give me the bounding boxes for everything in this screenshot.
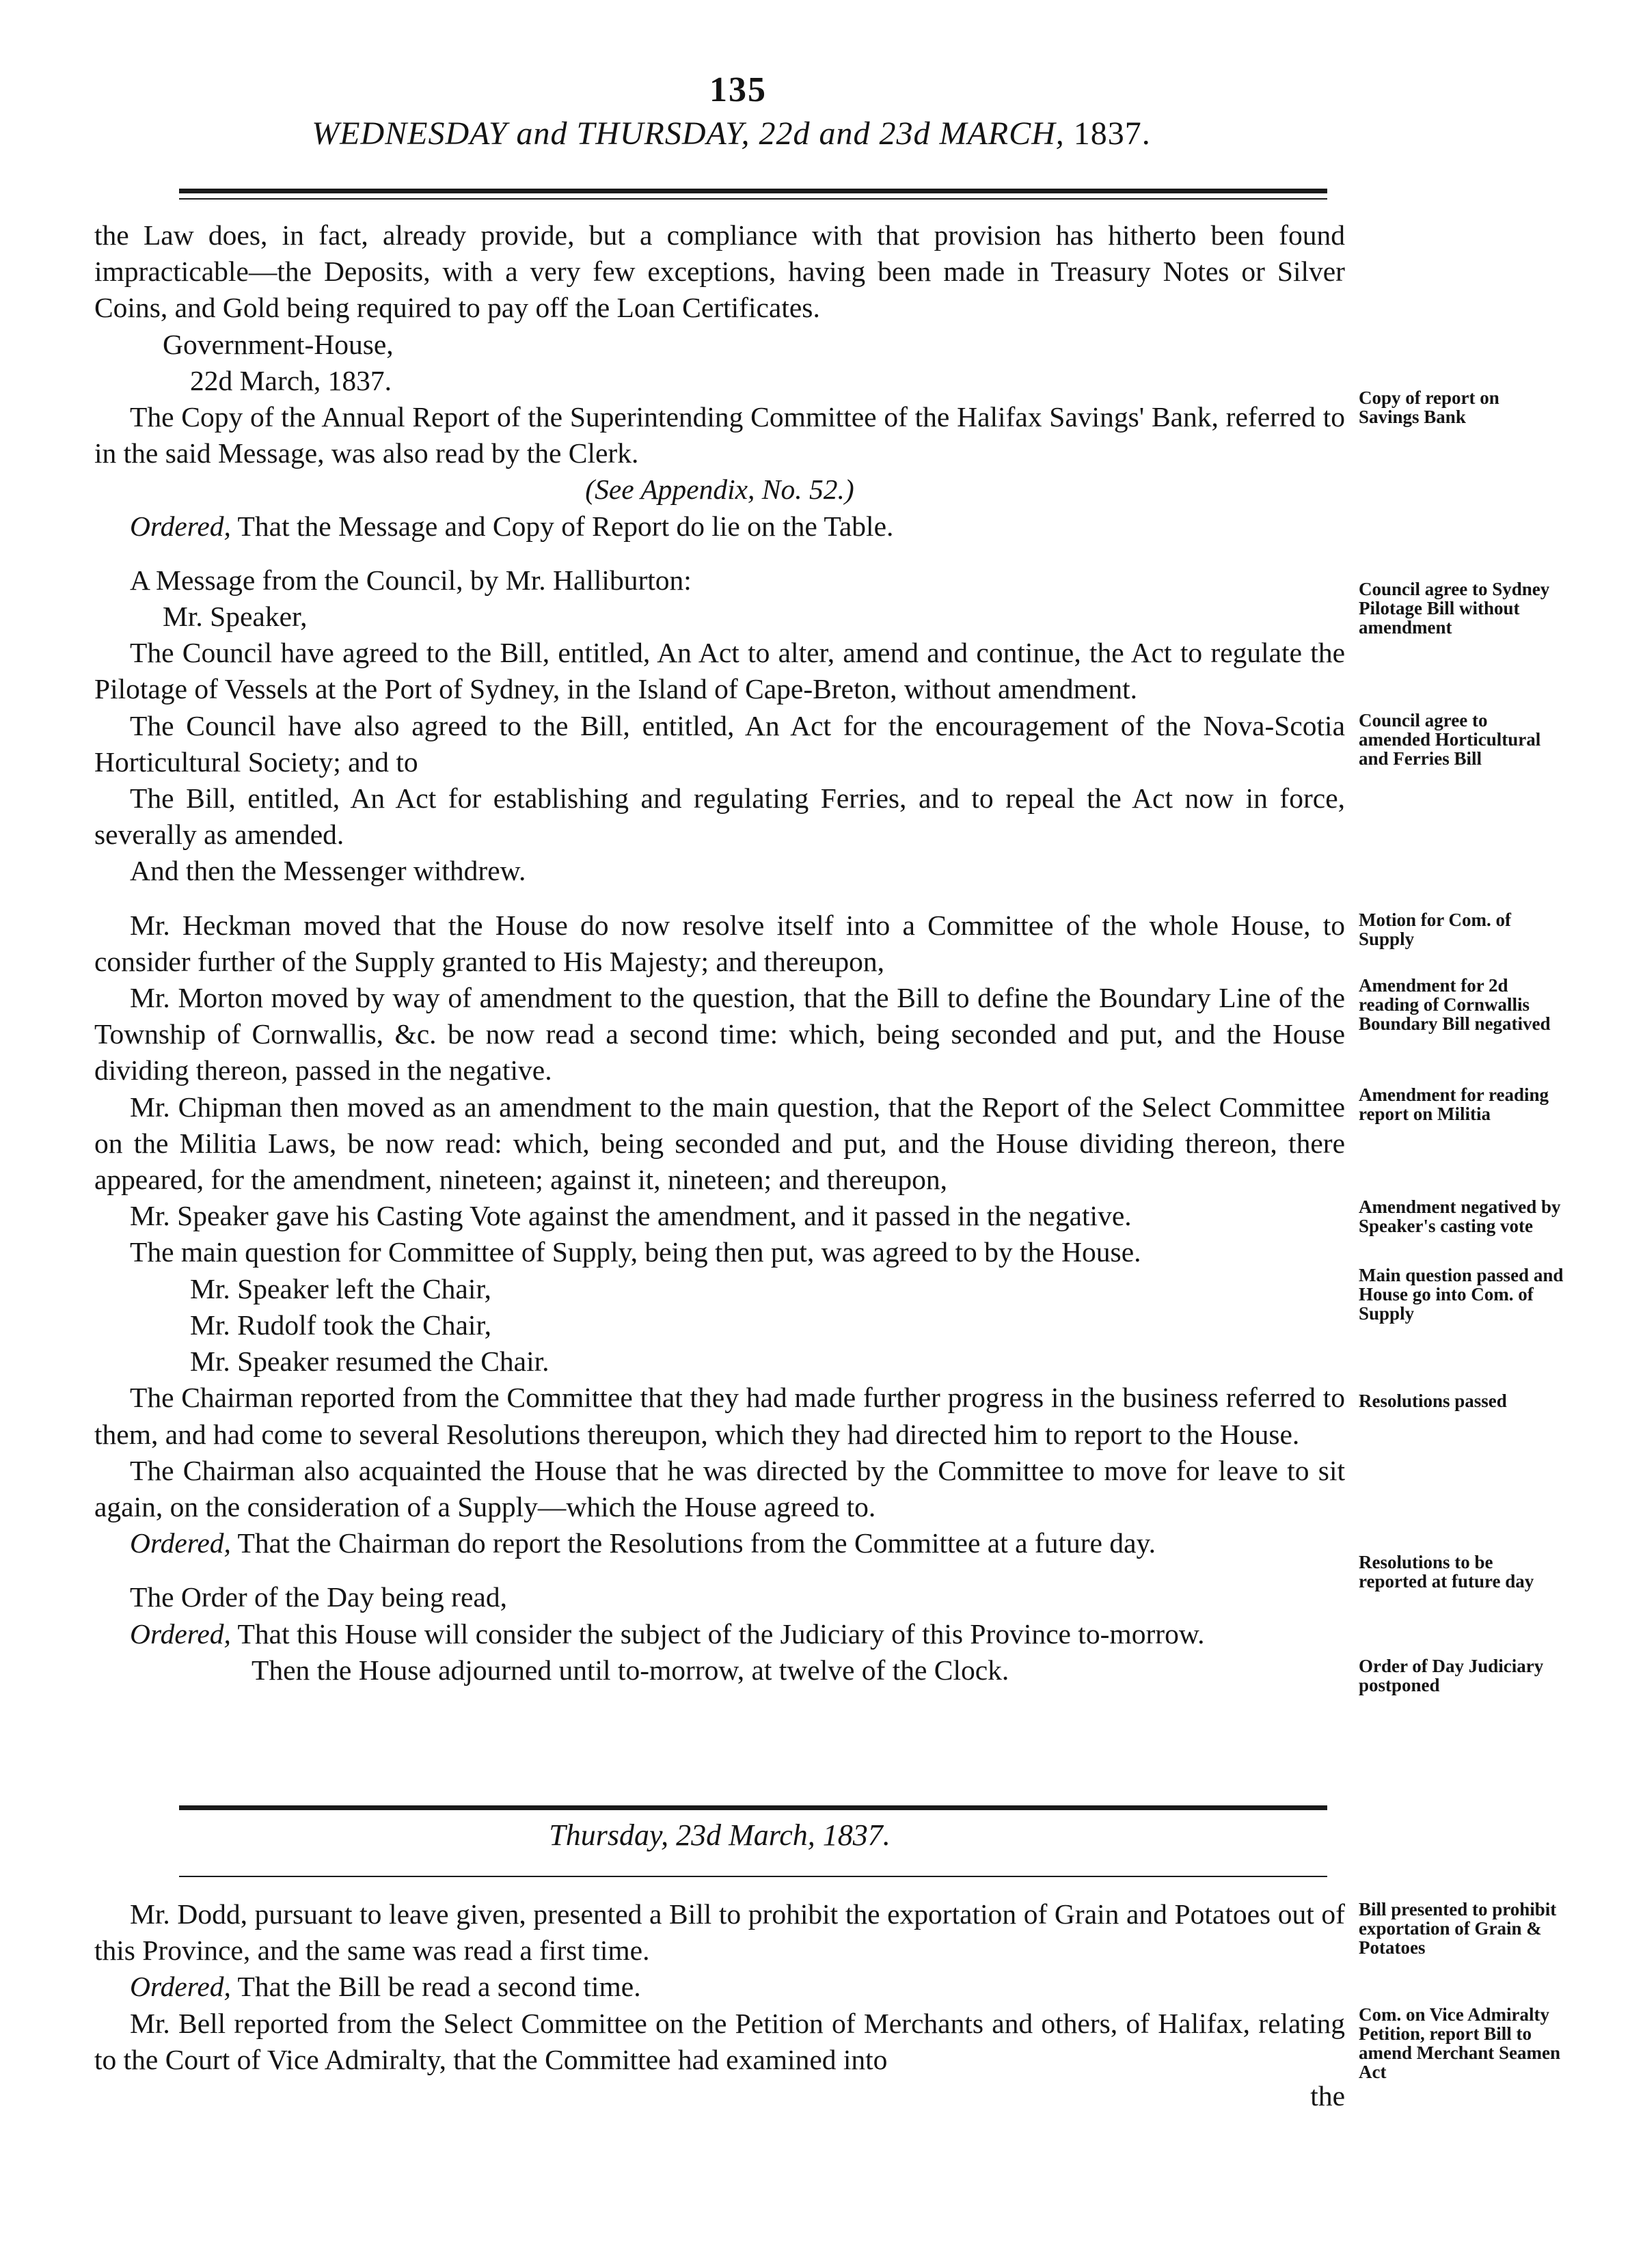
page-number: 135 [709, 70, 767, 109]
margin-note: Amendment for 2d reading of Cornwallis Boundary Bill negatived [1359, 975, 1551, 1034]
paragraph: The Copy of the Annual Report of the Superintending Committee of the Halifax Savings' Bank, referred to in the said Message, was also read by the Clerk. [94, 401, 1345, 469]
second-day-text [94, 1896, 1345, 2114]
paragraph: Ordered, That the Bill be read a second time. [130, 1971, 641, 2003]
dateline-place: Government-House, [163, 328, 394, 360]
appendix-reference: (See Appendix, No. 52.) [585, 474, 854, 506]
margin-note: Bill presented to prohibit exportation of Grain & Potatoes [1359, 1899, 1557, 1958]
section-rule-bottom [179, 1876, 1327, 1877]
ordered-label: Ordered, [130, 1527, 231, 1559]
paragraph: The Chairman reported from the Committee that they had made further progress in the business referred to them, and had come to several Resolutions thereupon, which they had directed him to report to the House. [94, 1382, 1345, 1450]
header-rule-thin [179, 198, 1327, 200]
ordered-label: Ordered, [130, 1617, 231, 1650]
paragraph: Mr. Morton moved by way of amendment to the question, that the Bill to define the Boundary Line of the Township of Cornwallis, &c. be now read a second time: which, being seconded and put, and the House dividing thereon, passed in the negative. [94, 982, 1345, 1087]
chair-entry: Mr. Speaker resumed the Chair. [190, 1345, 549, 1378]
paragraph: And then the Messenger withdrew. [130, 855, 526, 887]
margin-note: Com. on Vice Admiralty Petition, report Bill to amend Merchant Seamen Act [1359, 2004, 1560, 2082]
paragraph: The Council have agreed to the Bill, entitled, An Act to alter, amend and continue, the Act to regulate the Pilotage of Vessels at the Port of Sydney, in the Island of Cape-Breton, without amendment. [94, 637, 1345, 705]
dateline-date: 22d March, 1837. [190, 364, 392, 396]
paragraph: Ordered, That the Message and Copy of Report do lie on the Table. [130, 510, 894, 542]
margin-note: Motion for Com. of Supply [1359, 910, 1511, 949]
paragraph: The Council have also agreed to the Bill, entitled, An Act for the encouragement of the Nova-Scotia Horticultural Society; and to [94, 709, 1345, 778]
paragraph: A Message from the Council, by Mr. Halliburton: [130, 564, 692, 596]
paragraph: the Law does, in fact, already provide, but a compliance with that provision has hitherto been found impracticable—the Deposits, with a very few exceptions, having been made in Treasury Notes or Silver Coins, and Gold being required to pay off the Loan Certificates. [94, 219, 1345, 324]
margin-note: Council agree to amended Horticultural and Ferries Bill [1359, 710, 1541, 769]
margin-note: Copy of report on Savings Bank [1359, 387, 1499, 427]
margin-note: Resolutions passed [1359, 1391, 1507, 1411]
paragraph: Mr. Chipman then moved as an amendment to the main question, that the Report of the Select Committee on the Militia Laws, be now read: which, being seconded and put, and the House dividing thereon, there appeared, for the amendment, nineteen; against it, nineteen; and thereupon, [94, 1091, 1345, 1196]
paragraph: The main question for Committee of Supply, being then put, was agreed to by the House. [130, 1236, 1141, 1268]
second-day-heading: Thursday, 23d March, 1837. [549, 1818, 891, 1852]
paragraph: Mr. Speaker gave his Casting Vote against the amendment, and it passed in the negative. [130, 1200, 1132, 1232]
main-text [94, 217, 1345, 1689]
paragraph: Ordered, That this House will consider the subject of the Judiciary of this Province to-morrow. [130, 1617, 1205, 1650]
paragraph: The Bill, entitled, An Act for establishing and regulating Ferries, and to repeal the Act now in force, severally as amended. [94, 782, 1345, 851]
paragraph: The Order of the Day being read, [130, 1581, 507, 1613]
paragraph: Mr. Dodd, pursuant to leave given, presented a Bill to prohibit the exportation of Grain and Potatoes out of this Province, and the same was read a first time. [94, 1898, 1345, 1967]
margin-note: Order of Day Judiciary postponed [1359, 1656, 1544, 1695]
running-head-year: 1837. [1073, 115, 1151, 152]
adjournment: Then the House adjourned until to-morrow, at twelve of the Clock. [252, 1654, 1009, 1686]
catchword: the [1310, 2080, 1345, 2112]
chair-entry: Mr. Rudolf took the Chair, [190, 1309, 491, 1341]
ordered-label: Ordered, [130, 510, 231, 542]
paragraph: Ordered, That the Chairman do report the Resolutions from the Committee at a future day. [130, 1527, 1156, 1559]
chair-entry: Mr. Speaker left the Chair, [190, 1272, 491, 1304]
margin-note: Resolutions to be reported at future day [1359, 1552, 1534, 1591]
running-head [205, 115, 1258, 152]
margin-note: Main question passed and House go into Com. of Supply [1359, 1265, 1564, 1324]
salutation: Mr. Speaker, [163, 601, 308, 633]
paragraph: The Chairman also acquainted the House that he was directed by the Committee to move for leave to sit again, on the consideration of a Supply—which the House agreed to. [94, 1454, 1345, 1522]
paragraph: Mr. Bell reported from the Select Committee on the Petition of Merchants and others, of Halifax, relating to the Court of Vice Admiralty, that the Committee had examined into [94, 2007, 1345, 2075]
ordered-label: Ordered, [130, 1971, 231, 2003]
paragraph: Mr. Heckman moved that the House do now resolve itself into a Committee of the whole House, to consider further of the Supply granted to His Majesty; and thereupon, [94, 909, 1345, 977]
section-rule-top [179, 1805, 1327, 1810]
header-rule-thick [179, 189, 1327, 193]
margin-note: Council agree to Sydney Pilotage Bill without amendment [1359, 579, 1550, 638]
running-head-dates: WEDNESDAY and THURSDAY, 22d and 23d MARCH, [312, 115, 1065, 152]
margin-note: Amendment negatived by Speaker's casting vote [1359, 1197, 1561, 1236]
margin-note: Amendment for reading report on Militia [1359, 1084, 1549, 1124]
